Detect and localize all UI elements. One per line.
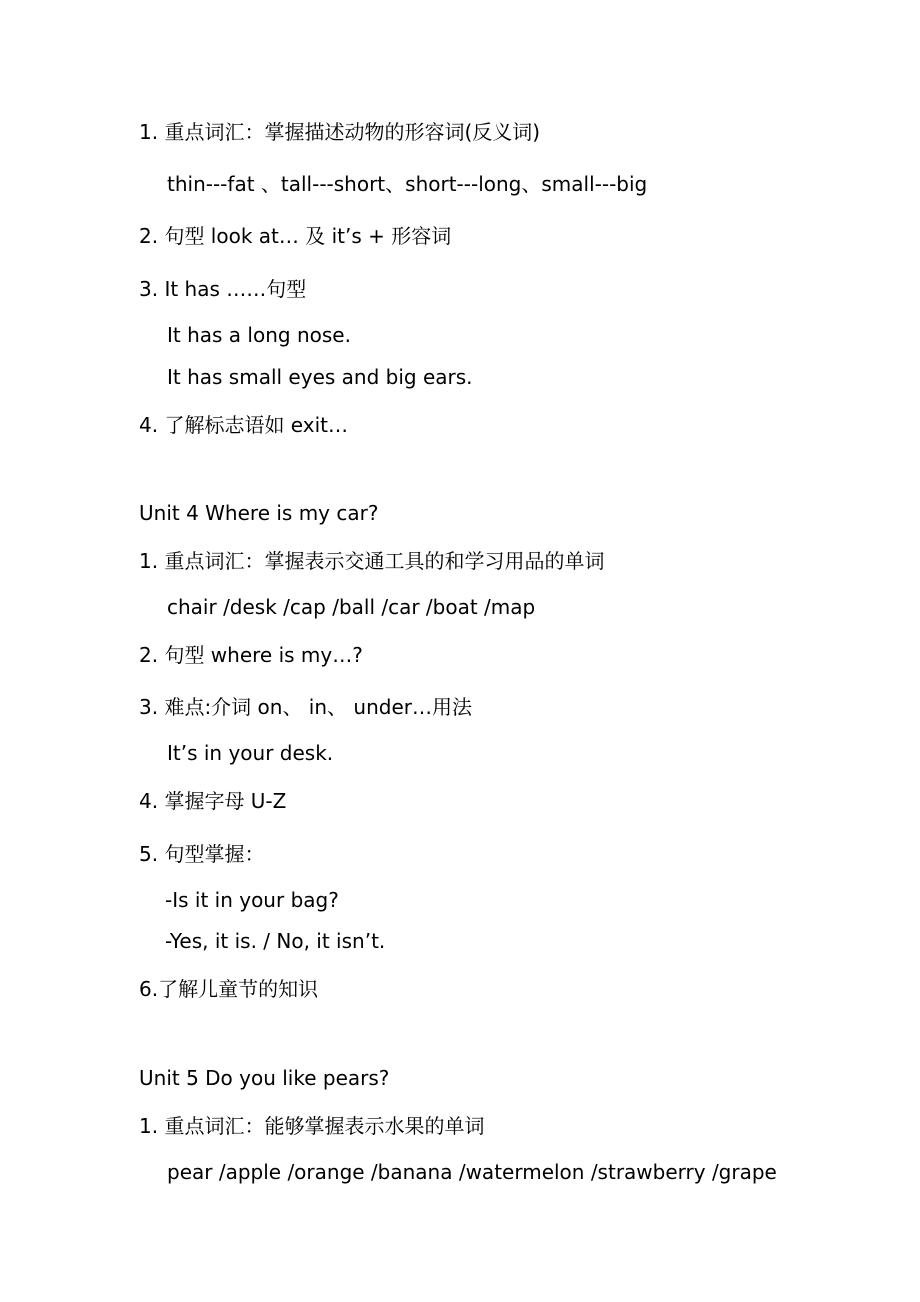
- item-vocab-fruit: 1. 重点词汇：能够掌握表示水果的单词: [139, 1114, 485, 1138]
- unit-4-heading: Unit 4 Where is my car?: [139, 501, 379, 525]
- unit-5-heading: Unit 5 Do you like pears?: [139, 1066, 390, 1090]
- example-sentence: It’s in your desk.: [167, 741, 334, 765]
- opposite-words: thin---fat 、tall---short、short---long、small---big: [167, 172, 648, 196]
- word-list: pear /apple /orange /banana /watermelon /strawberry /grape: [167, 1160, 777, 1184]
- item-prepositions: 3. 难点:介词 on、 in、 under…用法: [139, 695, 472, 719]
- item-sentence-look-at: 2. 句型 look at… 及 it’s + 形容词: [139, 224, 452, 248]
- word-list: chair /desk /cap /ball /car /boat /map: [167, 595, 536, 619]
- item-sentence-where-is: 2. 句型 where is my…?: [139, 643, 363, 667]
- item-vocab-transport: 1. 重点词汇：掌握表示交通工具的和学习用品的单词: [139, 549, 605, 573]
- example-sentence: It has a long nose.: [167, 323, 351, 347]
- item-sentence-it-has: 3. It has ……句型: [139, 277, 307, 301]
- item-letters: 4. 掌握字母 U-Z: [139, 789, 287, 813]
- item-vocab-adjectives: 1. 重点词汇：掌握描述动物的形容词(反义词): [139, 120, 541, 144]
- item-childrens-day: 6.了解儿童节的知识: [139, 977, 319, 1001]
- item-signs: 4. 了解标志语如 exit…: [139, 413, 348, 437]
- example-sentence: It has small eyes and big ears.: [167, 365, 473, 389]
- item-sentence-mastery: 5. 句型掌握：: [139, 842, 265, 866]
- dialogue-answer: -Yes, it is. / No, it isn’t.: [165, 929, 386, 953]
- dialogue-question: -Is it in your bag?: [165, 888, 339, 912]
